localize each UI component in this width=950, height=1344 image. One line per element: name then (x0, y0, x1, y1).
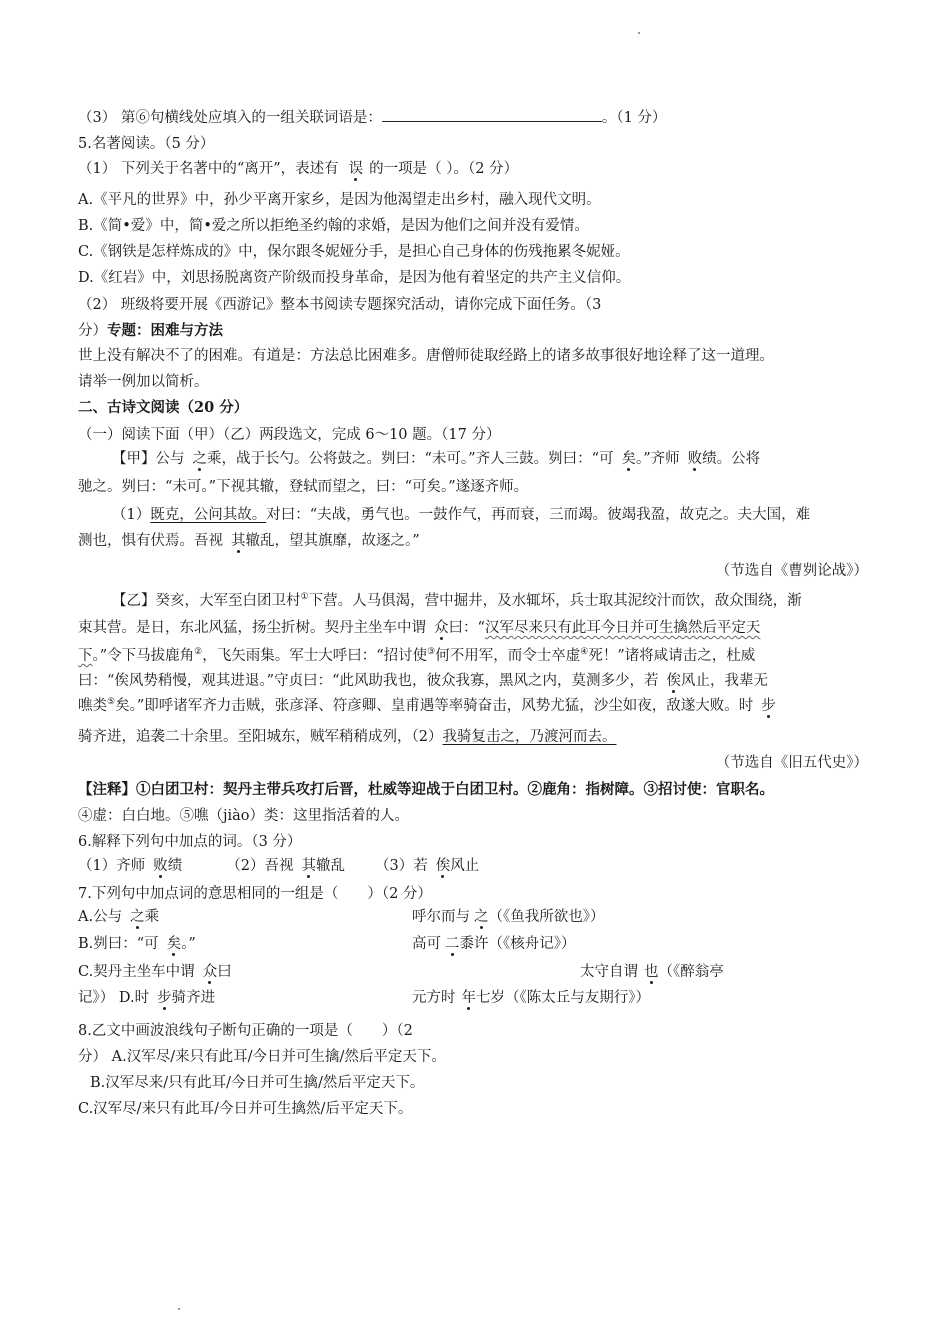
text: 下营。人马俱渴，营中掘井，及水辄坏，兵士取其泥绞汁而饮，敌众围绕，渐 (308, 593, 802, 609)
q7-option-a-right (412, 906, 605, 928)
q7-option-d-right (412, 987, 650, 1009)
wavy-sentence: 汉军尽来只有此耳今日并可生擒然后平定天 (484, 620, 761, 636)
text: 束其营。是日，东北风猛，扬尘折树。契丹主坐车中谓 (78, 620, 426, 636)
text: 高可 (412, 936, 441, 952)
section-intro: （一）阅读下面（甲）（乙）两段选文，完成 6～10 题。（17 分） (78, 427, 501, 443)
text: 绩。公将 (702, 451, 761, 467)
text: （《鱼我所欲也》） (488, 909, 605, 925)
text: 记》） (78, 990, 115, 1006)
dotted-word: 矣 (166, 936, 182, 952)
text: 绩 (167, 858, 183, 874)
yi-source: （节选自《旧五代史》） (715, 755, 868, 771)
dotted-word: 俟 (435, 858, 451, 874)
q8-option-b: B.汉军尽来/只有此耳/今日并可生擒/然后平定天下。 (90, 1075, 425, 1091)
q5-sub1 (78, 158, 518, 180)
text: 骑齐进 (171, 990, 216, 1006)
dotted-word: 其 (301, 858, 316, 874)
q5-option-b: B.《简•爱》中，简•爱之所以拒绝圣约翰的求婚，是因为他们之间并没有爱情。 (78, 218, 589, 234)
scan-dot-top (638, 32, 640, 34)
dotted-word: 步 (157, 990, 172, 1006)
text: D.时 (114, 990, 150, 1006)
text: （1）齐师 (78, 858, 146, 874)
text: 元方时 (412, 990, 456, 1006)
footnote-mark: ③ (427, 647, 436, 658)
underlined-sentence-2: 我骑复击之，乃渡河而去。 (442, 729, 617, 745)
jia-line-1 (112, 448, 760, 470)
q7-option-a-left (78, 906, 159, 928)
q5-option-a: A.《平凡的世界》中，孙少平离开家乡，是因为他渴望走出乡村，融入现代文明。 (78, 192, 601, 208)
text: B.刿曰：“可 (78, 936, 159, 952)
q7-option-d-left (78, 987, 215, 1009)
dotted-word: 败 (153, 858, 168, 874)
dotted-word: 之 (192, 451, 207, 467)
q5-sub1-tail: 的一项是（ ）。（2 分） (369, 161, 519, 177)
q7-option-c-left (78, 961, 232, 983)
text: 【甲】公与 (112, 451, 185, 467)
text: 风止 (450, 858, 480, 874)
yi-line-1 (112, 590, 802, 612)
topic-title: 专题：困难与方法 (107, 322, 223, 339)
dotted-word: 败 (687, 451, 703, 467)
yi-line-2 (78, 617, 760, 639)
dotted-word: 二 (445, 936, 460, 952)
q5-option-d: D.《红岩》中，刘思扬脱离资产阶级而投身革命，是因为他有着坚定的共产主义信仰。 (78, 270, 631, 286)
text: ，飞矢雨集。军士大呼曰：“招讨使 (202, 648, 428, 664)
dotted-word: 众 (434, 620, 449, 636)
q8-option-c: C.汉军尽/来只有此耳/今日并可生擒然/后平定天下。 (78, 1101, 413, 1117)
dotted-word: 误 (348, 161, 364, 177)
q7-heading: 7.下列句中加点词的意思相同的一组是（ ）（2 分） (78, 886, 432, 902)
text: 辙乱，望其旗靡，故逐之。” (245, 533, 420, 549)
dotted-word: 步 (761, 698, 776, 714)
q5-sub2-score: 分） (78, 323, 107, 339)
footnote-mark: ① (300, 592, 309, 603)
text: （3）若 (374, 858, 428, 874)
underlined-sentence-1: 既克，公问其故。 (150, 507, 267, 523)
text: 何不用军，而令士卒虚 (435, 648, 581, 664)
q7-option-b-right (412, 933, 576, 955)
dotted-word: 众 (202, 964, 218, 980)
text: 黍许（《核舟记》） (459, 936, 576, 952)
dotted-word: 俟 (666, 673, 681, 689)
jia-line-4 (78, 530, 420, 552)
q4-3-line (78, 107, 666, 129)
q4-3-tail: 。（1 分） (601, 110, 667, 126)
footnote-mark: ⑤ (107, 697, 116, 708)
text: 曰：“俟风势稍慢，观其进退。”守贞曰：“此风助我也，彼众我寡，黑风之内，莫测多少，若 (78, 673, 659, 689)
text: （2）吾视 (226, 858, 294, 874)
yi-line-4 (78, 670, 768, 692)
q6-items (78, 855, 479, 877)
section-title: 二、古诗文阅读（20 分） (78, 399, 249, 416)
text: 呼尔而与 (412, 909, 470, 925)
text: 【乙】癸亥，大军至白团卫村 (112, 593, 301, 609)
text: 七岁（《陈太丘与友期行》） (476, 990, 650, 1006)
text: A.公与 (78, 909, 123, 925)
text: 曰 (217, 964, 232, 980)
q5-sub2-line1: （2） 班级将要开展《西游记》整本书阅读专题探究活动，请你完成下面任务。（3 (78, 297, 602, 313)
dotted-word: 年 (461, 990, 476, 1006)
yi-line-3 (78, 645, 755, 667)
q4-3-text: （3） 第⑥句横线处应填入的一组关联词语是： (78, 110, 382, 126)
q5-para2: 请举一例加以简析。 (78, 374, 209, 390)
wavy-sentence-end: 下 (78, 648, 93, 664)
text: 辙乱 (315, 858, 345, 874)
dotted-word: 矣 (621, 451, 636, 467)
text: 曰：“ (448, 620, 485, 636)
text: 。”令下马拔鹿角 (92, 648, 195, 664)
q5-option-c: C.《钢铁是怎样炼成的》中，保尔跟冬妮娅分手，是担心自己身体的伤残拖累冬妮娅。 (78, 244, 630, 260)
dotted-word: 之 (130, 909, 145, 925)
notes-label: 【注释】①白团卫村：契丹主带兵攻打后晋，杜威等迎战于白团卫村。②鹿角：指树障。③招讨使：官职名。 (78, 781, 774, 798)
answer-blank[interactable] (382, 107, 602, 122)
dotted-word: 也 (644, 964, 659, 980)
jia-line-3 (112, 504, 810, 526)
text: 对曰：“夫战，勇气也。一鼓作气，再而衰，三而竭。彼竭我盈，故克之。夫大国，难 (266, 507, 811, 523)
q6-heading: 6.解释下列句中加点的词。（3 分） (78, 834, 302, 850)
notes-line-2: ④虚：白白地。⑤噍（jiào）类：这里指活着的人。 (78, 808, 410, 824)
jia-line-2: 驰之。刿曰：“未可。”下视其辙，登轼而望之，曰：“可矣。”遂逐齐师。 (78, 479, 529, 495)
text: C.契丹主坐车中谓 (78, 964, 195, 980)
text: 乘 (144, 909, 160, 925)
text: 骑齐进，追袭二十余里。至阳城东，贼军稍稍成列，（2） (78, 729, 443, 745)
scan-dot-bottom (178, 1308, 180, 1310)
text: 测也，惧有伏焉。吾视 (78, 533, 223, 549)
q5-sub2-line2 (78, 320, 223, 342)
text: 噍类 (78, 698, 107, 714)
text: 。”齐师 (636, 451, 680, 467)
dotted-word: 其 (231, 533, 246, 549)
dotted-word: 之 (474, 909, 489, 925)
footnote-mark: ② (194, 647, 203, 658)
q5-heading: 5.名著阅读。（5 分） (78, 136, 215, 152)
q7-option-c-right (580, 961, 724, 983)
jia-source: （节选自《曹刿论战》） (715, 563, 868, 579)
text: 。” (181, 936, 196, 952)
q8-option-a: 分） A.汉军尽/来只有此耳/今日并可生擒/然后平定天下。 (78, 1049, 446, 1065)
text: （《醉翁亭 (658, 964, 724, 980)
yi-line-6 (78, 726, 616, 748)
q7-option-b-left (78, 933, 196, 955)
text: （1） (112, 507, 151, 523)
q5-para1: 世上没有解决不了的困难。有道是：方法总比困难多。唐僧师徒取经路上的诸多故事很好地诠释了这一道理。 (78, 348, 774, 364)
text: 矣。”即呼诸军齐力击贼，张彦泽、符彦卿、皇甫遇等率骑奋击，风势尤猛，沙尘如夜，敌遂大败。时 (115, 698, 754, 714)
q8-heading: 8.乙文中画波浪线句子断句正确的一项是（ ）（2 (78, 1023, 413, 1039)
q5-sub1-text: （1） 下列关于名著中的“离开”，表述有 (78, 161, 339, 177)
yi-line-5 (78, 695, 776, 717)
text: 太守自谓 (580, 964, 638, 980)
text: 死！”诸将咸请击之，杜威 (588, 648, 756, 664)
notes-line-1 (78, 779, 774, 801)
text: 风止，我辈无 (681, 673, 768, 689)
text: 乘，战于长勺。公将鼓之。刿曰：“未可。”齐人三鼓。刿曰：“可 (207, 451, 614, 467)
footnote-mark: ④ (580, 647, 589, 658)
